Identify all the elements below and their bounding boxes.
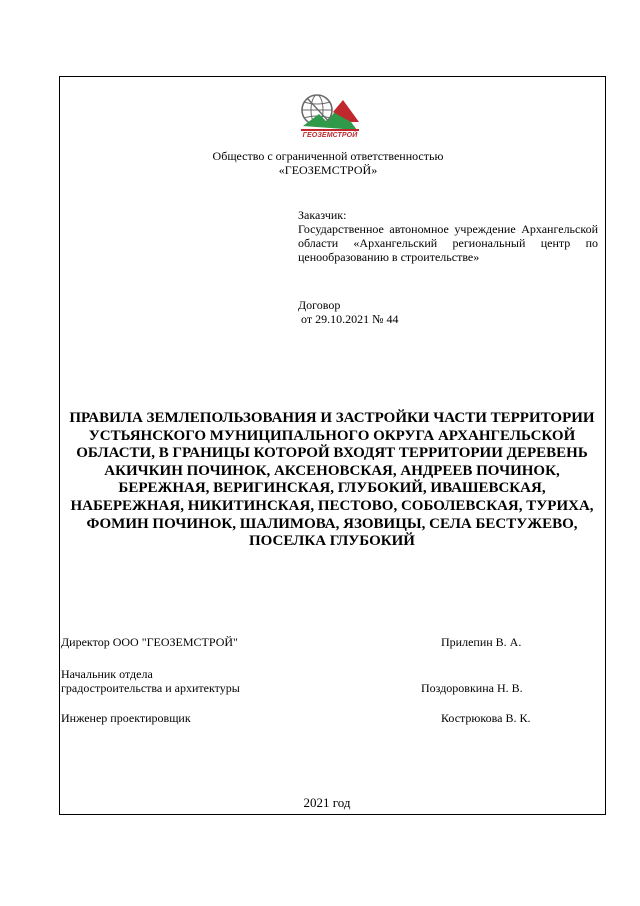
company-logo bbox=[299, 92, 361, 144]
contract-label: Договор bbox=[298, 298, 341, 312]
company-line-2: «ГЕОЗЕМСТРОЙ» bbox=[278, 163, 378, 177]
contract-date: от 29.10.2021 № 44 bbox=[298, 312, 399, 326]
customer-block bbox=[298, 208, 598, 264]
engineer-role: Инженер проектировщик bbox=[61, 711, 191, 725]
director-name: Прилепин В. А. bbox=[441, 635, 522, 649]
engineer-name: Кострюкова В. К. bbox=[441, 711, 531, 725]
company-line-1: Общество с ограниченной ответственностью bbox=[212, 149, 444, 163]
document-year: 2021 год bbox=[303, 795, 351, 810]
document-title: ПРАВИЛА ЗЕМЛЕПОЛЬЗОВАНИЯ И ЗАСТРОЙКИ ЧАСТИ ТЕРРИТОРИИ УСТЬЯНСКОГО МУНИЦИПАЛЬНОГО ОКРУГА АРХАНГЕЛЬСКОЙ ОБЛАСТИ, В ГРАНИЦЫ КОТОРОЙ ВХОДЯТ ТЕРРИТОРИИ ДЕРЕВЕНЬ АКИЧКИН ПОЧИНОК, АКСЕНОВСКАЯ, АНДРЕЕВ ПОЧИНОК, БЕРЕЖНАЯ, ВЕРИГИНСКАЯ, ГЛУБОКИЙ, ИВАШЕВСКАЯ, НАБЕРЕЖНАЯ, НИКИТИНСКАЯ, ПЕСТОВО, СОБОЛЕВСКАЯ, ТУРИХА, ФОМИН ПОЧИНОК, ШАЛИМОВА, ЯЗОВИЦЫ, СЕЛА БЕСТУЖЕВО, ПОСЕЛКА ГЛУБОКИЙ bbox=[69, 410, 595, 550]
company-name bbox=[190, 149, 466, 177]
head-role-line-2: градостроительства и архитектуры bbox=[61, 681, 240, 695]
globe-logo-icon bbox=[299, 92, 361, 134]
contract-block bbox=[298, 298, 558, 326]
logo-text: ГЕОЗЕМСТРОЙ bbox=[302, 132, 358, 139]
customer-text: Государственное автономное учреждение Архангельской области «Архангельский региональный центр по ценообразованию в строительстве» bbox=[298, 222, 598, 264]
head-role-line-1: Начальник отдела bbox=[61, 667, 153, 681]
head-name: Поздоровкина Н. В. bbox=[421, 681, 523, 695]
customer-label: Заказчик: bbox=[298, 208, 347, 222]
director-role: Директор ООО "ГЕОЗЕМСТРОЙ" bbox=[61, 635, 238, 649]
